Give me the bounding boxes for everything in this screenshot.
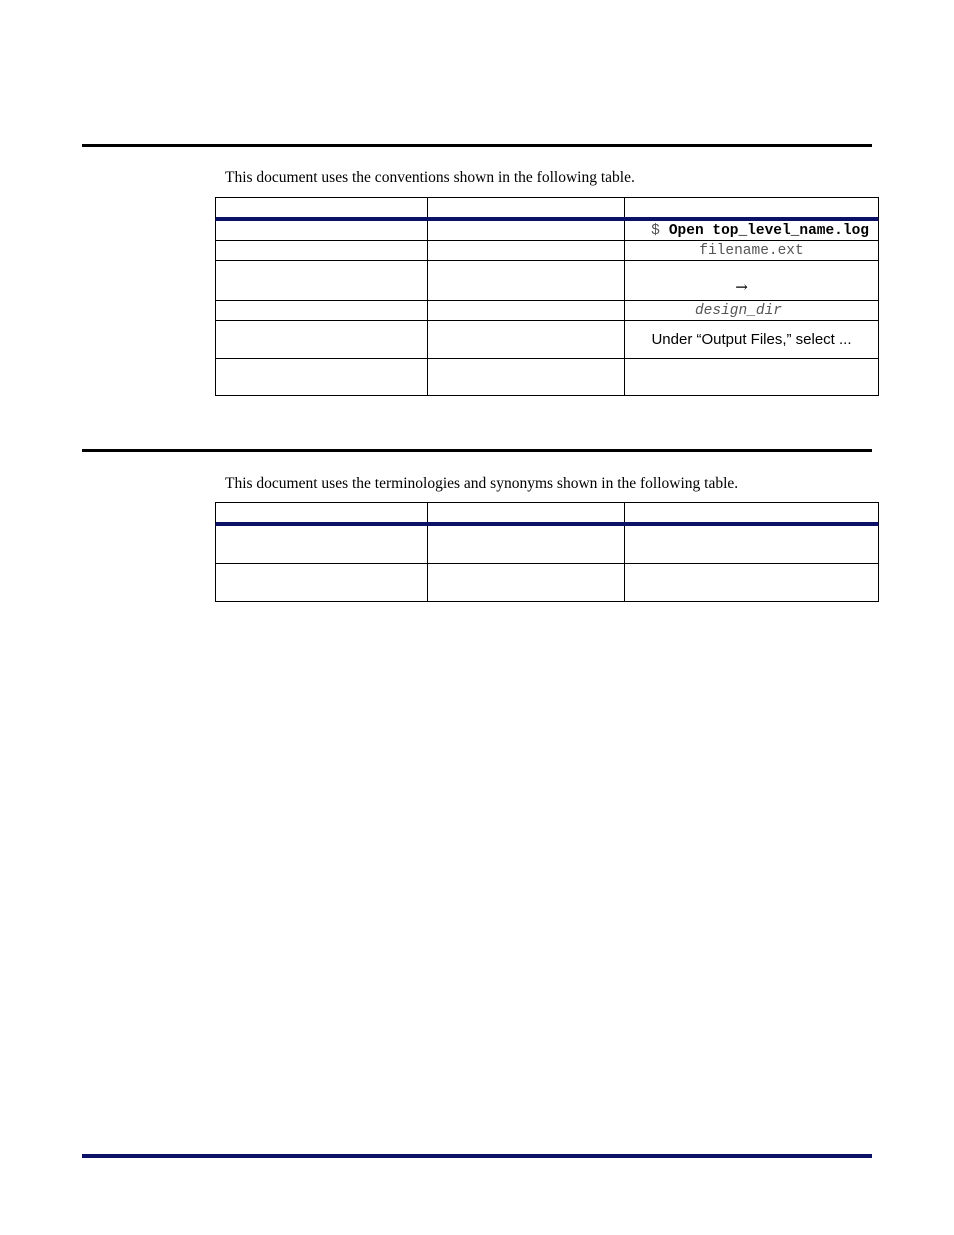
- table-header-cell: [428, 198, 625, 217]
- menu-arrow-icon: →: [735, 278, 748, 296]
- section-rule-conventions: [82, 144, 872, 147]
- table-cell: [625, 526, 878, 563]
- table-cell: [216, 321, 428, 358]
- table-cell: [428, 261, 625, 300]
- table-cell: [428, 359, 625, 395]
- table-row: [215, 321, 879, 359]
- section-rule-terminology: [82, 449, 872, 452]
- terminology-intro-text: This document uses the terminologies and synonyms shown in the following table.: [225, 475, 739, 492]
- table-cell: [428, 221, 625, 240]
- footer-rule: [82, 1154, 872, 1158]
- variable-example: design_dir: [694, 302, 782, 319]
- option-example: Under “Output Files,” select ...: [651, 331, 852, 348]
- table-row: [215, 241, 879, 261]
- table-cell: [625, 359, 878, 395]
- table-cell: [625, 241, 878, 260]
- table-cell: [625, 321, 878, 358]
- table-header-cell: [216, 503, 428, 522]
- table-cell: [216, 241, 428, 260]
- table-header-cell: [625, 503, 878, 522]
- table-cell: [428, 526, 625, 563]
- table-cell: [216, 359, 428, 395]
- terminology-table: [215, 502, 879, 602]
- table-cell: [625, 301, 878, 320]
- command-example: Open top_level_name.log: [668, 222, 869, 239]
- table-cell: [428, 301, 625, 320]
- conventions-table: [215, 197, 879, 396]
- table-row: [215, 564, 879, 602]
- table-header-cell: [625, 198, 878, 217]
- table-cell: [216, 221, 428, 240]
- table-cell: [428, 241, 625, 260]
- filename-example: filename.ext: [699, 242, 804, 259]
- command-prompt: $: [651, 222, 660, 239]
- table-row: [215, 359, 879, 396]
- table-cell: [625, 221, 878, 240]
- table-cell: [216, 564, 428, 601]
- table-cell: [428, 564, 625, 601]
- table-header-cell: [428, 503, 625, 522]
- table-header-row: [215, 502, 879, 526]
- table-cell: [625, 261, 878, 300]
- table-row: [215, 301, 879, 321]
- table-cell: [216, 526, 428, 563]
- table-row: [215, 526, 879, 564]
- table-cell: [216, 301, 428, 320]
- table-row: [215, 221, 879, 241]
- table-cell: [216, 261, 428, 300]
- table-cell: [428, 321, 625, 358]
- table-cell: [625, 564, 878, 601]
- table-header-cell: [216, 198, 428, 217]
- table-header-row: [215, 197, 879, 221]
- conventions-intro-text: This document uses the conventions shown in the following table.: [225, 169, 635, 186]
- table-row: [215, 261, 879, 301]
